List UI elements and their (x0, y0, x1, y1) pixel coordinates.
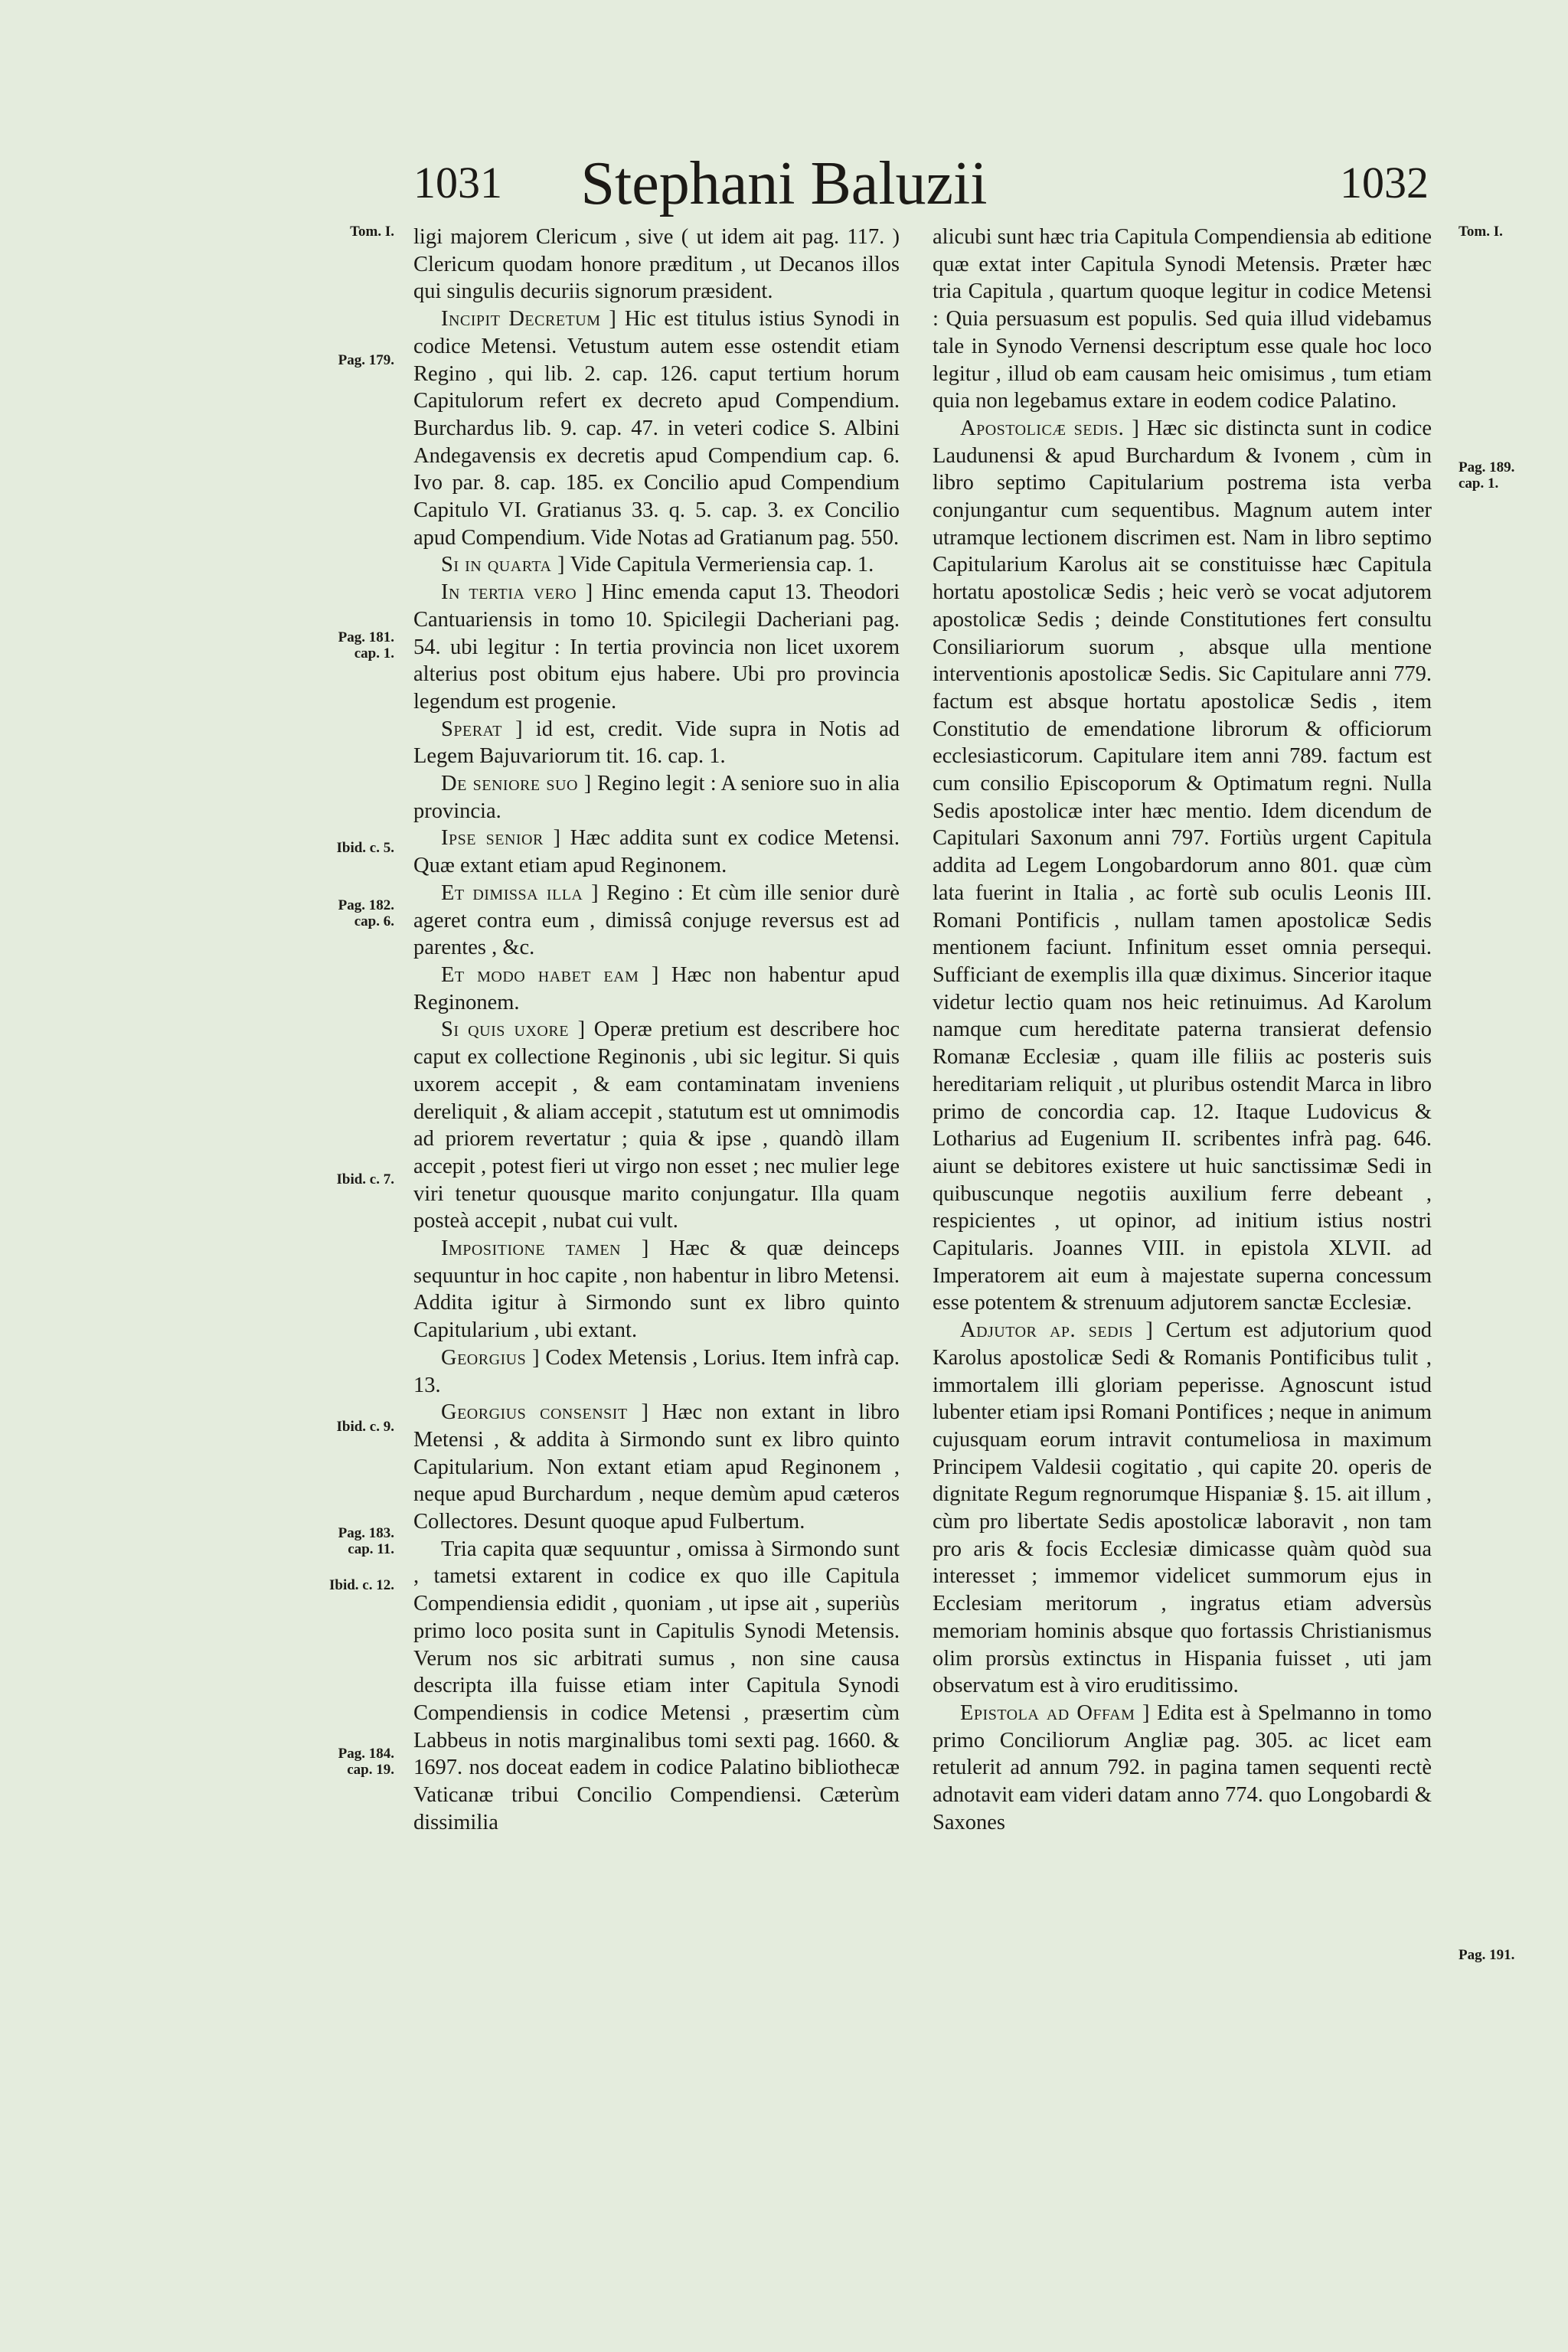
paragraph (413, 880, 900, 962)
page-number-right: 1032 (1340, 158, 1429, 207)
right-text-column (933, 224, 1432, 1836)
paragraph (413, 305, 900, 551)
paragraph (413, 1536, 900, 1837)
margin-reference: Ibid. c. 12. (329, 1577, 394, 1593)
margin-reference: Pag. 182. cap. 6. (338, 897, 394, 929)
paragraph (933, 1317, 1432, 1700)
margin-reference: Pag. 184. cap. 19. (338, 1746, 394, 1778)
paragraph-text: id est, credit. Vide supra in Notis ad Legem Bajuvariorum tit. 16. cap. 1. (413, 717, 900, 769)
paragraph (933, 224, 1432, 415)
lemma: Epistola ad Offam ] (960, 1700, 1150, 1725)
margin-reference: Pag. 189. cap. 1. (1459, 459, 1515, 492)
running-title: Stephani Baluzii (580, 150, 988, 217)
lemma: Si quis uxore ] (441, 1018, 586, 1042)
margin-reference: Ibid. c. 9. (336, 1419, 394, 1435)
margin-reference: Tom. I. (350, 224, 394, 240)
paragraph-text: Regino : Et cùm ille senior durè ageret contra eum , dimissâ conjuge reversus est ad parentes , &c. (413, 880, 900, 960)
paragraph-text: Edita est à Spelmanno in tomo primo Conciliorum Angliæ pag. 305. ac licet eam retulerit ad annum 792. in pagina tamen sequenti rectè adnotavit eam videri datam anno 774. quo Longobardi & Saxones (933, 1700, 1432, 1834)
lemma: In tertia vero ] (441, 580, 593, 605)
lemma: Et modo habet eam ] (441, 962, 659, 987)
lemma: Incipit Decretum ] (441, 307, 617, 332)
paragraph (413, 825, 900, 879)
lemma: Impositione tamen ] (441, 1236, 649, 1261)
margin-reference: Pag. 181. cap. 1. (338, 629, 394, 662)
lemma: Apostolicæ sedis. ] (960, 416, 1140, 440)
page-header (0, 149, 1568, 218)
lemma: Georgius consensit ] (441, 1400, 649, 1425)
paragraph (413, 962, 900, 1016)
paragraph-text: Hæc non habentur apud Reginonem. (413, 962, 900, 1014)
paragraph (933, 415, 1432, 1317)
paragraph (413, 1344, 900, 1399)
paragraph-text: ligi majorem Clericum , sive ( ut idem ait pag. 117. ) Clericum quodam honore præditum , ut Decanos illos qui singulis decuriis signorum præsident. (413, 225, 900, 304)
paragraph (933, 1700, 1432, 1837)
paragraph-text: Hic est titulus istius Synodi in codice Metensi. Vetustum autem esse ostendit etiam Regino , qui lib. 2. cap. 126. caput tertium horum Capitulorum refert ex decreto apud Compendium. Burchardus lib. 9. cap. 47. in veteri codice S. Albini Andegavensis ex decretis apud Compendium cap. 6. Ivo par. 8. cap. 185. ex Concilio apud Compendium Capitulo VI. Gratianus 33. q. 5. cap. 3. ex Concilio apud Compendium. Vide Notas ad Gratianum pag. 550. (413, 307, 900, 550)
paragraph-text: Tria capita quæ sequuntur , omissa à Sirmondo sunt , tametsi extarent in codice ex quo ille Capitula Compendiensia edidit , quoniam , ut ipse ait , superiùs primo loco posita sunt in Capitulis Synodi Metensis. Verum nos sic arbitrati sumus , non sine causa descripta illa fuisse etiam inter Capitula Synodi Compendiensis in codice Metensi , præsertim cùm Labbeus in notis marginalibus tomi sexti pag. 1660. & 1697. nos doceat eadem in codice Palatino bibliothecæ Vaticanæ tribui Concilio Compendiensi. Cæterùm dissimilia (413, 1537, 900, 1834)
margin-reference: Pag. 179. (338, 352, 394, 368)
margin-reference: Pag. 191. (1459, 1947, 1515, 1963)
margin-reference: Tom. I. (1459, 224, 1503, 240)
lemma: Et dimissa illa ] (441, 880, 599, 905)
margin-reference: Ibid. c. 5. (336, 840, 394, 856)
lemma: Si in quarta ] (441, 553, 566, 577)
page-number-left: 1031 (413, 158, 502, 207)
paragraph (413, 579, 900, 716)
paragraph (413, 716, 900, 770)
paragraph-text: Hæc addita sunt ex codice Metensi. Quæ extant etiam apud Reginonem. (413, 826, 900, 878)
lemma: Sperat ] (441, 717, 524, 741)
left-text-column (413, 224, 900, 1836)
lemma: Georgius ] (441, 1345, 541, 1370)
paragraph-text: alicubi sunt hæc tria Capitula Compendiensia ab editione quæ extat inter Capitula Synodi Metensis. Præter hæc tria Capitula , quartum quoque legitur in codice Metensi : Quia persuasum est populis. Sed quia illud videbamus tale in Synodo Vernensi descriptum esse quale hoc loco legitur , illud ob eam causam heic omisimus , tum etiam quia non legebamus extare in eodem codice Palatino. (933, 225, 1432, 413)
margin-reference: Ibid. c. 7. (336, 1171, 394, 1187)
paragraph (413, 1399, 900, 1536)
paragraph-text: Regino legit : A seniore suo in alia provincia. (413, 772, 900, 823)
paragraph (413, 551, 900, 579)
paragraph (413, 224, 900, 305)
lemma: De seniore suo ] (441, 772, 592, 796)
paragraph-text: Vide Capitula Vermeriensia cap. 1. (565, 553, 874, 577)
paragraph (413, 1235, 900, 1344)
margin-reference: Pag. 183. cap. 11. (338, 1525, 394, 1557)
paragraph-text: Hinc emenda caput 13. Theodori Cantuariensis in tomo 10. Spicilegii Dacheriani pag. 54. ubi legitur : In tertia provincia non licet uxorem alterius post obitum ejus habere. Ubi pro provincia legendum est progenie. (413, 580, 900, 714)
paragraph-text: Hæc non extant in libro Metensi , & addita à Sirmondo sunt ex libro quinto Capitularium. Non extant etiam apud Reginonem , neque apud Burchardum , neque demùm apud cæteros Collectores. Desunt quoque apud Fulbertum. (413, 1400, 900, 1534)
lemma: Adjutor ap. sedis ] (960, 1318, 1154, 1343)
paragraph-text: Hæc sic distincta sunt in codice Laudunensi & apud Burchardum & Ivonem , cùm in libro septimo Capitularium postrema ista verba conjungantur cum sequentibus. Magnum autem inter utramque lectionem discrimen est. Nam in libro septimo Capitularium Karolus ait se constituisse hæc Capitula hortatu apostolicæ Sedis ; heic verò se vocat adjutorem apostolicæ Sedis ; deinde Constitutiones fert consultu Consiliariorum suorum , absque ulla mentione interventionis apostolicæ Sedis. Sic Capitulare anni 779. factum est absque hortatu apostolicæ Sedis , item Constitutio de emendatione librorum & officiorum ecclesiasticorum. Capitulare item anni 789. factum est cum consilio Episcoporum & Optimatum regni. Nulla Sedis apostolicæ inter hæc mentio. Idem dicendum de Capitulari Saxonum anni 797. Fortiùs urgent Capitula addita ad Legem Longobardorum anno 801. quæ cùm lata fuerint in Italia , ac fortè sub oculis Leonis III. Romani Pontificis , nullam tamen apostolicæ Sedis mentionem faciunt. Infinitum esset omnia persequi. Sufficiant de exemplis illa quæ diximus. Sincerior itaque videtur lectio quam nos heic retinuimus. Ad Karolum namque cum hereditate paterna transierat defensio Romanæ Ecclesiæ , quam ille filiis ac posteris suis hereditariam reliquit , ut pluribus ostendit Marca in libro primo de concordia cap. 12. Itaque Ludovicus & Lotharius ad Eugenium II. scribentes infrà pag. 646. aiunt se debitores existere ut huic sanctissimæ Sedi in quibuscunque negotiis auxilium ferre debeant , respicientes , ut opinor, ad initium istius nostri Capitularis. Joannes VIII. in epistola XLVII. ad Imperatorem ait eum à majestate superna concessum esse potentem & strenuum adjutorem sanctæ Ecclesiæ. (933, 416, 1432, 1315)
paragraph (413, 1016, 900, 1235)
paragraph-text: Hæc & quæ deinceps sequuntur in hoc capite , non habentur in libro Metensi. Addita igitur à Sirmondo sunt ex libro quinto Capitularium , ubi extant. (413, 1236, 900, 1343)
lemma: Ipse senior ] (441, 826, 561, 851)
paragraph-text: Certum est adjutorium quod Karolus apostolicæ Sedi & Romanis Pontificibus tulit , immortalem illi gloriam peperisse. Agnoscunt istud lubenter etiam ipsi Romani Pontifices ; neque in animum cujusquam eorum intravit contumeliosa in maximum Principem Valdesii cogitatio , qui capite 20. operis de dignitate Regum regnorumque Hispaniæ §. 15. ait illum , cùm pro libertate Sedis apostolicæ laboravit , non tam pro aris & focis Ecclesiæ dimicasse quàm quòd sua interesset ; immemor videlicet summorum ejus in Ecclesiam meritorum , ingratus etiam adversùs memoriam hominis absque quo fortassis Christianismus olim prorsùs extinctus in Hispania fuisset , uti jam observatum est à viro eruditissimo. (933, 1318, 1432, 1698)
paragraph-text: Codex Metensis , Lorius. Item infrà cap. 13. (413, 1345, 900, 1397)
paragraph-text: Operæ pretium est describere hoc caput ex collectione Reginonis , ubi sic legitur. Si quis uxorem accepit , & eam contaminatam inveniens dereliquit , & aliam accepit , statutum est ut omnimodis ad priorem revertatur ; quia & ipse , quandò illam accepit , potest fieri ut virgo non esset ; nec mulier lege viri tenetur quousque marito conjungatur. Illa quam posteà accepit , nubat cui vult. (413, 1018, 900, 1233)
paragraph (413, 770, 900, 825)
